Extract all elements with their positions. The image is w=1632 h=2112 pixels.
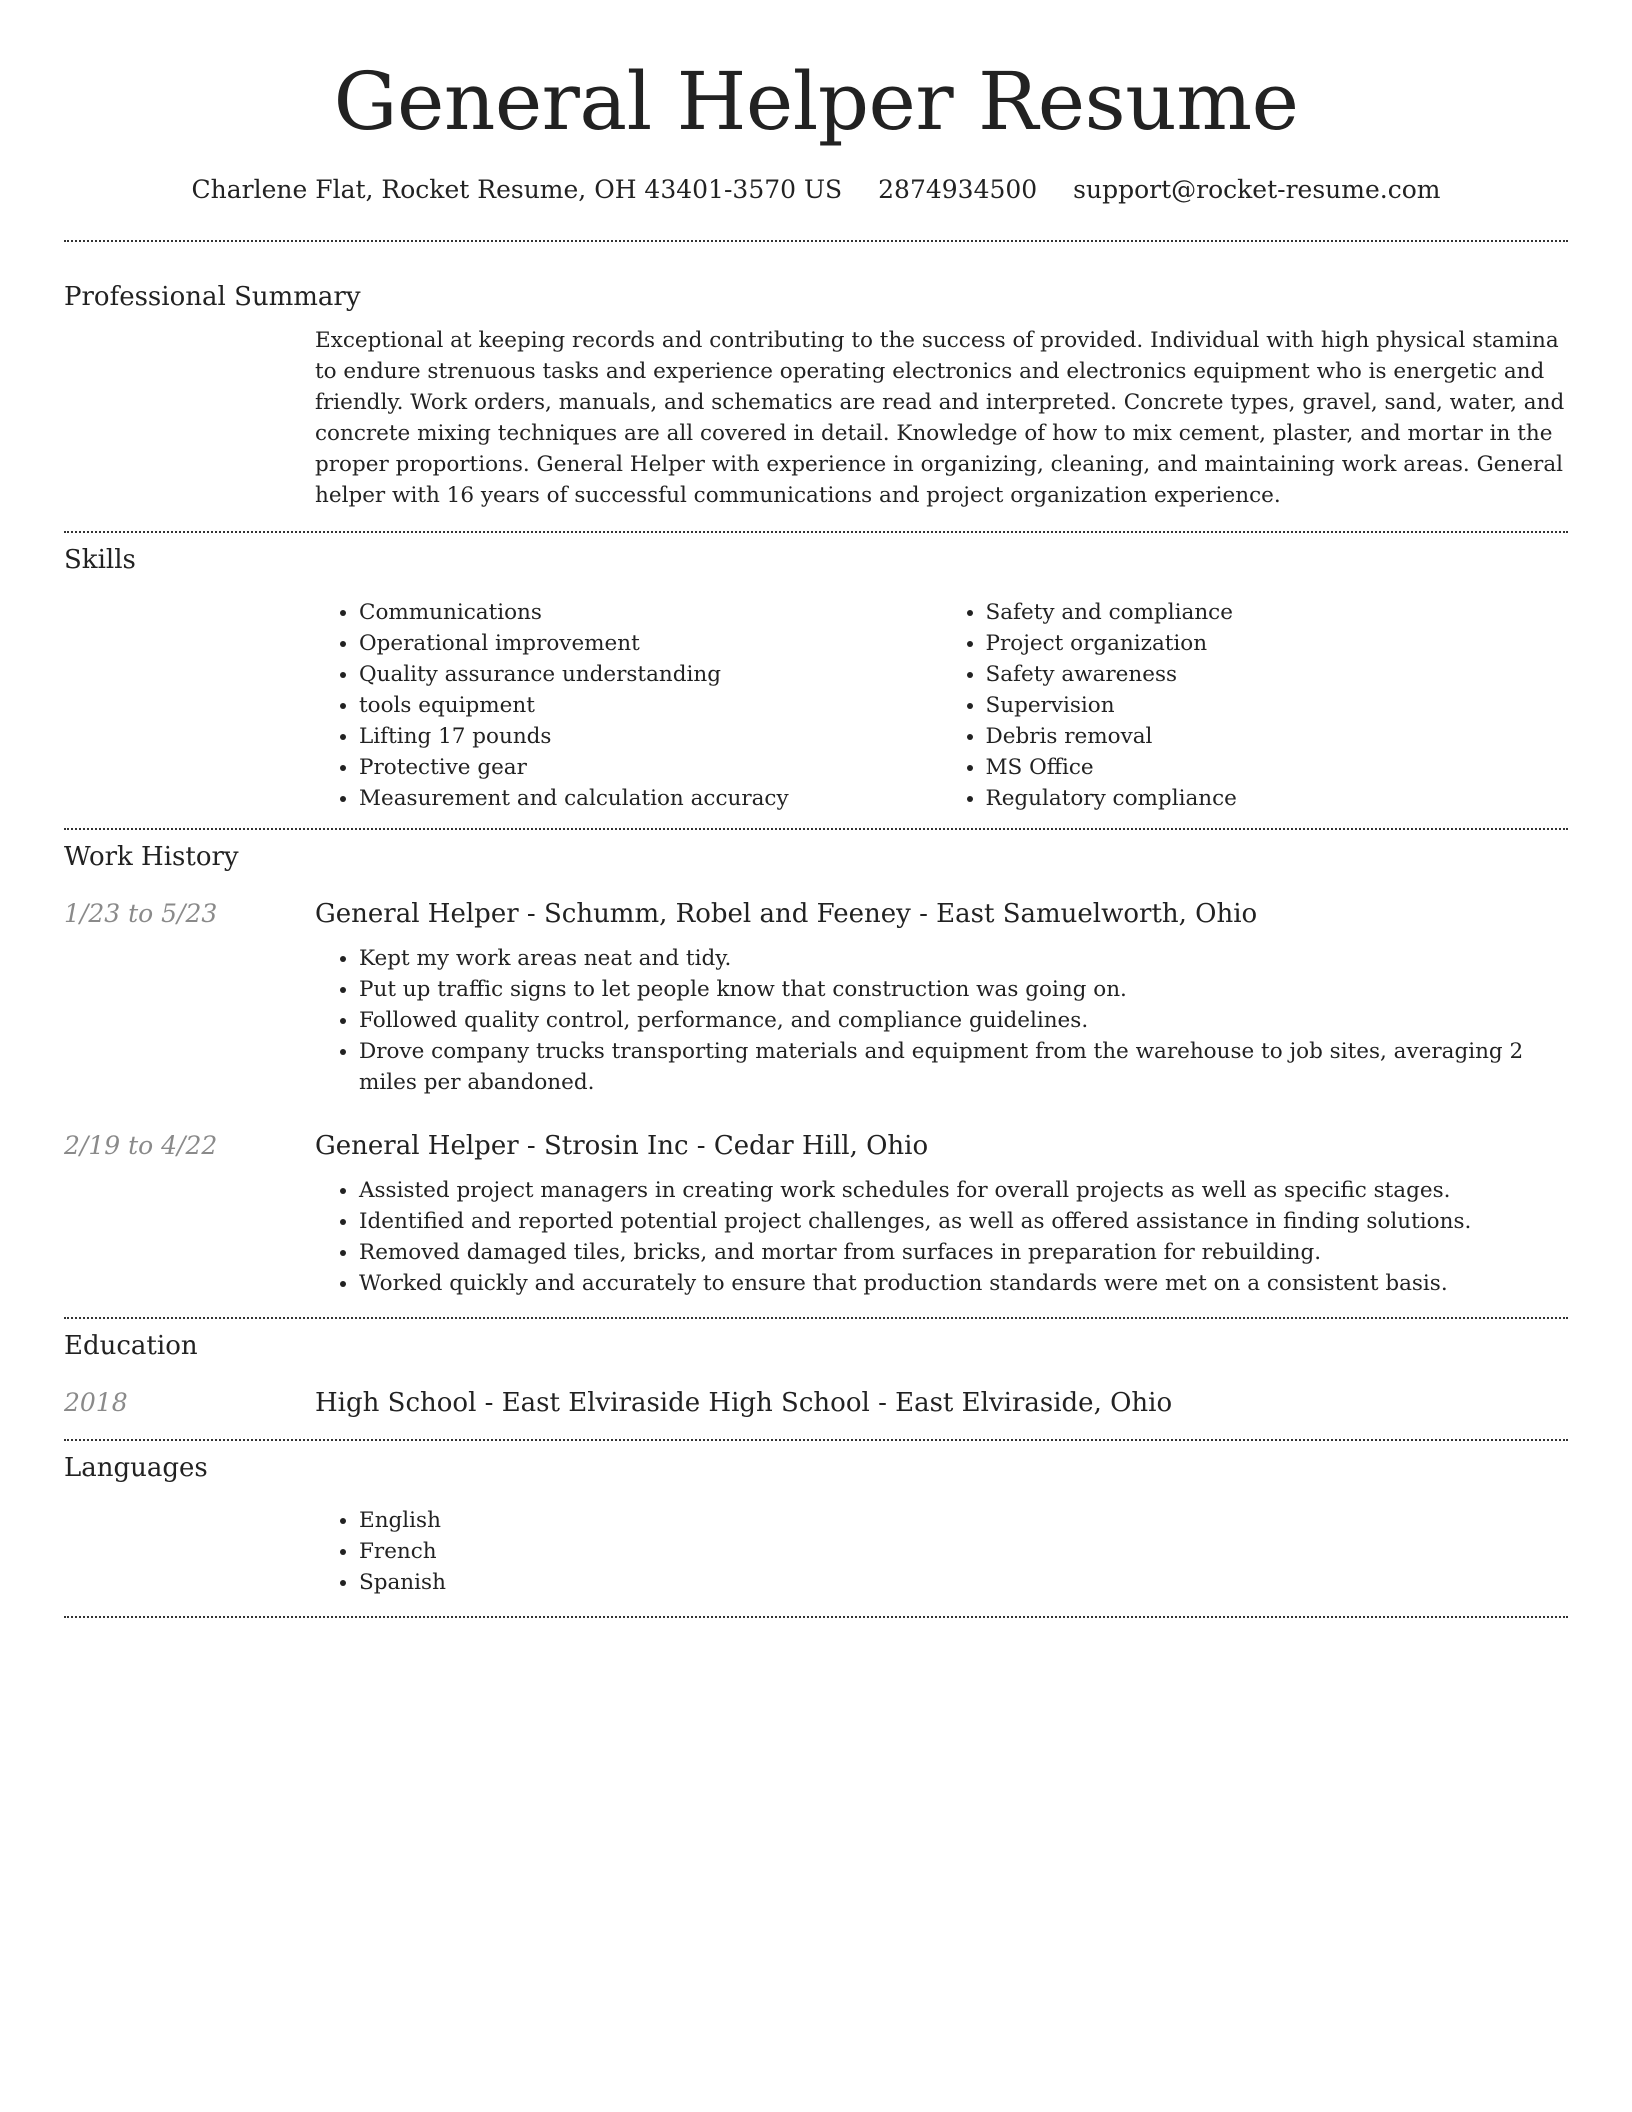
section-divider (64, 1317, 1568, 1319)
skill-item: • Quality assurance understanding (359, 659, 942, 690)
job-duty: • Removed damaged tiles, bricks, and mortar from surfaces in preparation for rebuilding. (359, 1237, 1568, 1268)
contact-email[interactable]: support@rocket-resume.com (1073, 175, 1441, 204)
language-item: • French (359, 1536, 1568, 1567)
skill-item: • MS Office (986, 752, 1569, 783)
summary-heading: Professional Summary (64, 282, 361, 312)
contact-line (64, 172, 1568, 208)
language-item: • Spanish (359, 1567, 1568, 1598)
job-duty: • Identified and reported potential project challenges, as well as offered assistance in finding solutions. (359, 1206, 1568, 1237)
job-duty: • Kept my work areas neat and tidy. (359, 943, 1568, 974)
education-section (64, 1328, 1568, 1421)
skill-item: • Supervision (986, 690, 1569, 721)
skills-list-left (315, 597, 942, 814)
skill-item: • Safety awareness (986, 659, 1569, 690)
skills-section (64, 542, 1568, 814)
summary-text: Exceptional at keeping records and contributing to the success of provided. Individual with high physical stamina to endure strenuous tasks and experience operating electronics and electronics equipment who is energetic and friendly. Work orders, manuals, and schematics are read and interpreted. Concrete types, gravel, sand, water, and concrete mixing techniques are all covered in detail. Knowledge of how to mix cement, plaster, and mortar in the proper proportions. General Helper with experience in organizing, cleaning, and maintaining work areas. General helper with 16 years of successful communications and project organization experience. (315, 328, 1565, 508)
languages-section (64, 1450, 1568, 1598)
education-year: 2018 (64, 1388, 128, 1417)
skill-item: • Protective gear (359, 752, 942, 783)
job-duty: • Worked quickly and accurately to ensure that production standards were met on a consistent basis. (359, 1268, 1568, 1299)
skill-item: • Measurement and calculation accuracy (359, 783, 942, 814)
skill-item: • Safety and compliance (986, 597, 1569, 628)
section-divider (64, 1439, 1568, 1441)
skill-item: • Operational improvement (359, 628, 942, 659)
education-school: High School - East Elviraside High School - East Elviraside, Ohio (315, 1388, 1173, 1418)
skill-item: • Project organization (986, 628, 1569, 659)
skill-item: • Lifting 17 pounds (359, 721, 942, 752)
job-duties (315, 943, 1568, 1098)
job-entry (64, 1128, 1568, 1164)
languages-heading: Languages (64, 1453, 208, 1483)
skill-item: • Debris removal (986, 721, 1569, 752)
job-duty: • Put up traffic signs to let people know that construction was going on. (359, 974, 1568, 1005)
contact-address: Charlene Flat, Rocket Resume, OH 43401-3570 US (191, 175, 843, 204)
section-divider (64, 1616, 1568, 1618)
job-entry (64, 896, 1568, 932)
resume-page (64, 0, 1568, 1618)
job-duty: • Assisted project managers in creating work schedules for overall projects as well as specific stages. (359, 1175, 1568, 1206)
skill-item: • tools equipment (359, 690, 942, 721)
skills-heading: Skills (64, 545, 136, 575)
work-history-heading: Work History (64, 842, 239, 872)
work-history-section (64, 839, 1568, 1299)
section-divider (64, 240, 1568, 242)
skill-item: • Communications (359, 597, 942, 628)
job-title: General Helper - Schumm, Robel and Feeney - East Samuelworth, Ohio (315, 899, 1258, 929)
job-dates: 1/23 to 5/23 (64, 899, 218, 928)
contact-phone: 2874934500 (878, 175, 1038, 204)
resume-title: General Helper Resume (333, 55, 1299, 148)
skills-list-right (942, 597, 1569, 814)
language-item: • English (359, 1505, 1568, 1536)
summary-section (64, 279, 1568, 511)
job-dates: 2/19 to 4/22 (64, 1131, 218, 1160)
job-title: General Helper - Strosin Inc - Cedar Hill, Ohio (315, 1131, 929, 1161)
education-heading: Education (64, 1331, 198, 1361)
section-divider (64, 828, 1568, 830)
section-divider (64, 531, 1568, 533)
education-entry (64, 1385, 1568, 1421)
job-duties (315, 1175, 1568, 1299)
skill-item: • Regulatory compliance (986, 783, 1569, 814)
job-duty: • Drove company trucks transporting materials and equipment from the warehouse to job sites, averaging 2 miles per abandoned. (359, 1036, 1568, 1098)
job-duty: • Followed quality control, performance, and compliance guidelines. (359, 1005, 1568, 1036)
languages-list (315, 1505, 1568, 1598)
